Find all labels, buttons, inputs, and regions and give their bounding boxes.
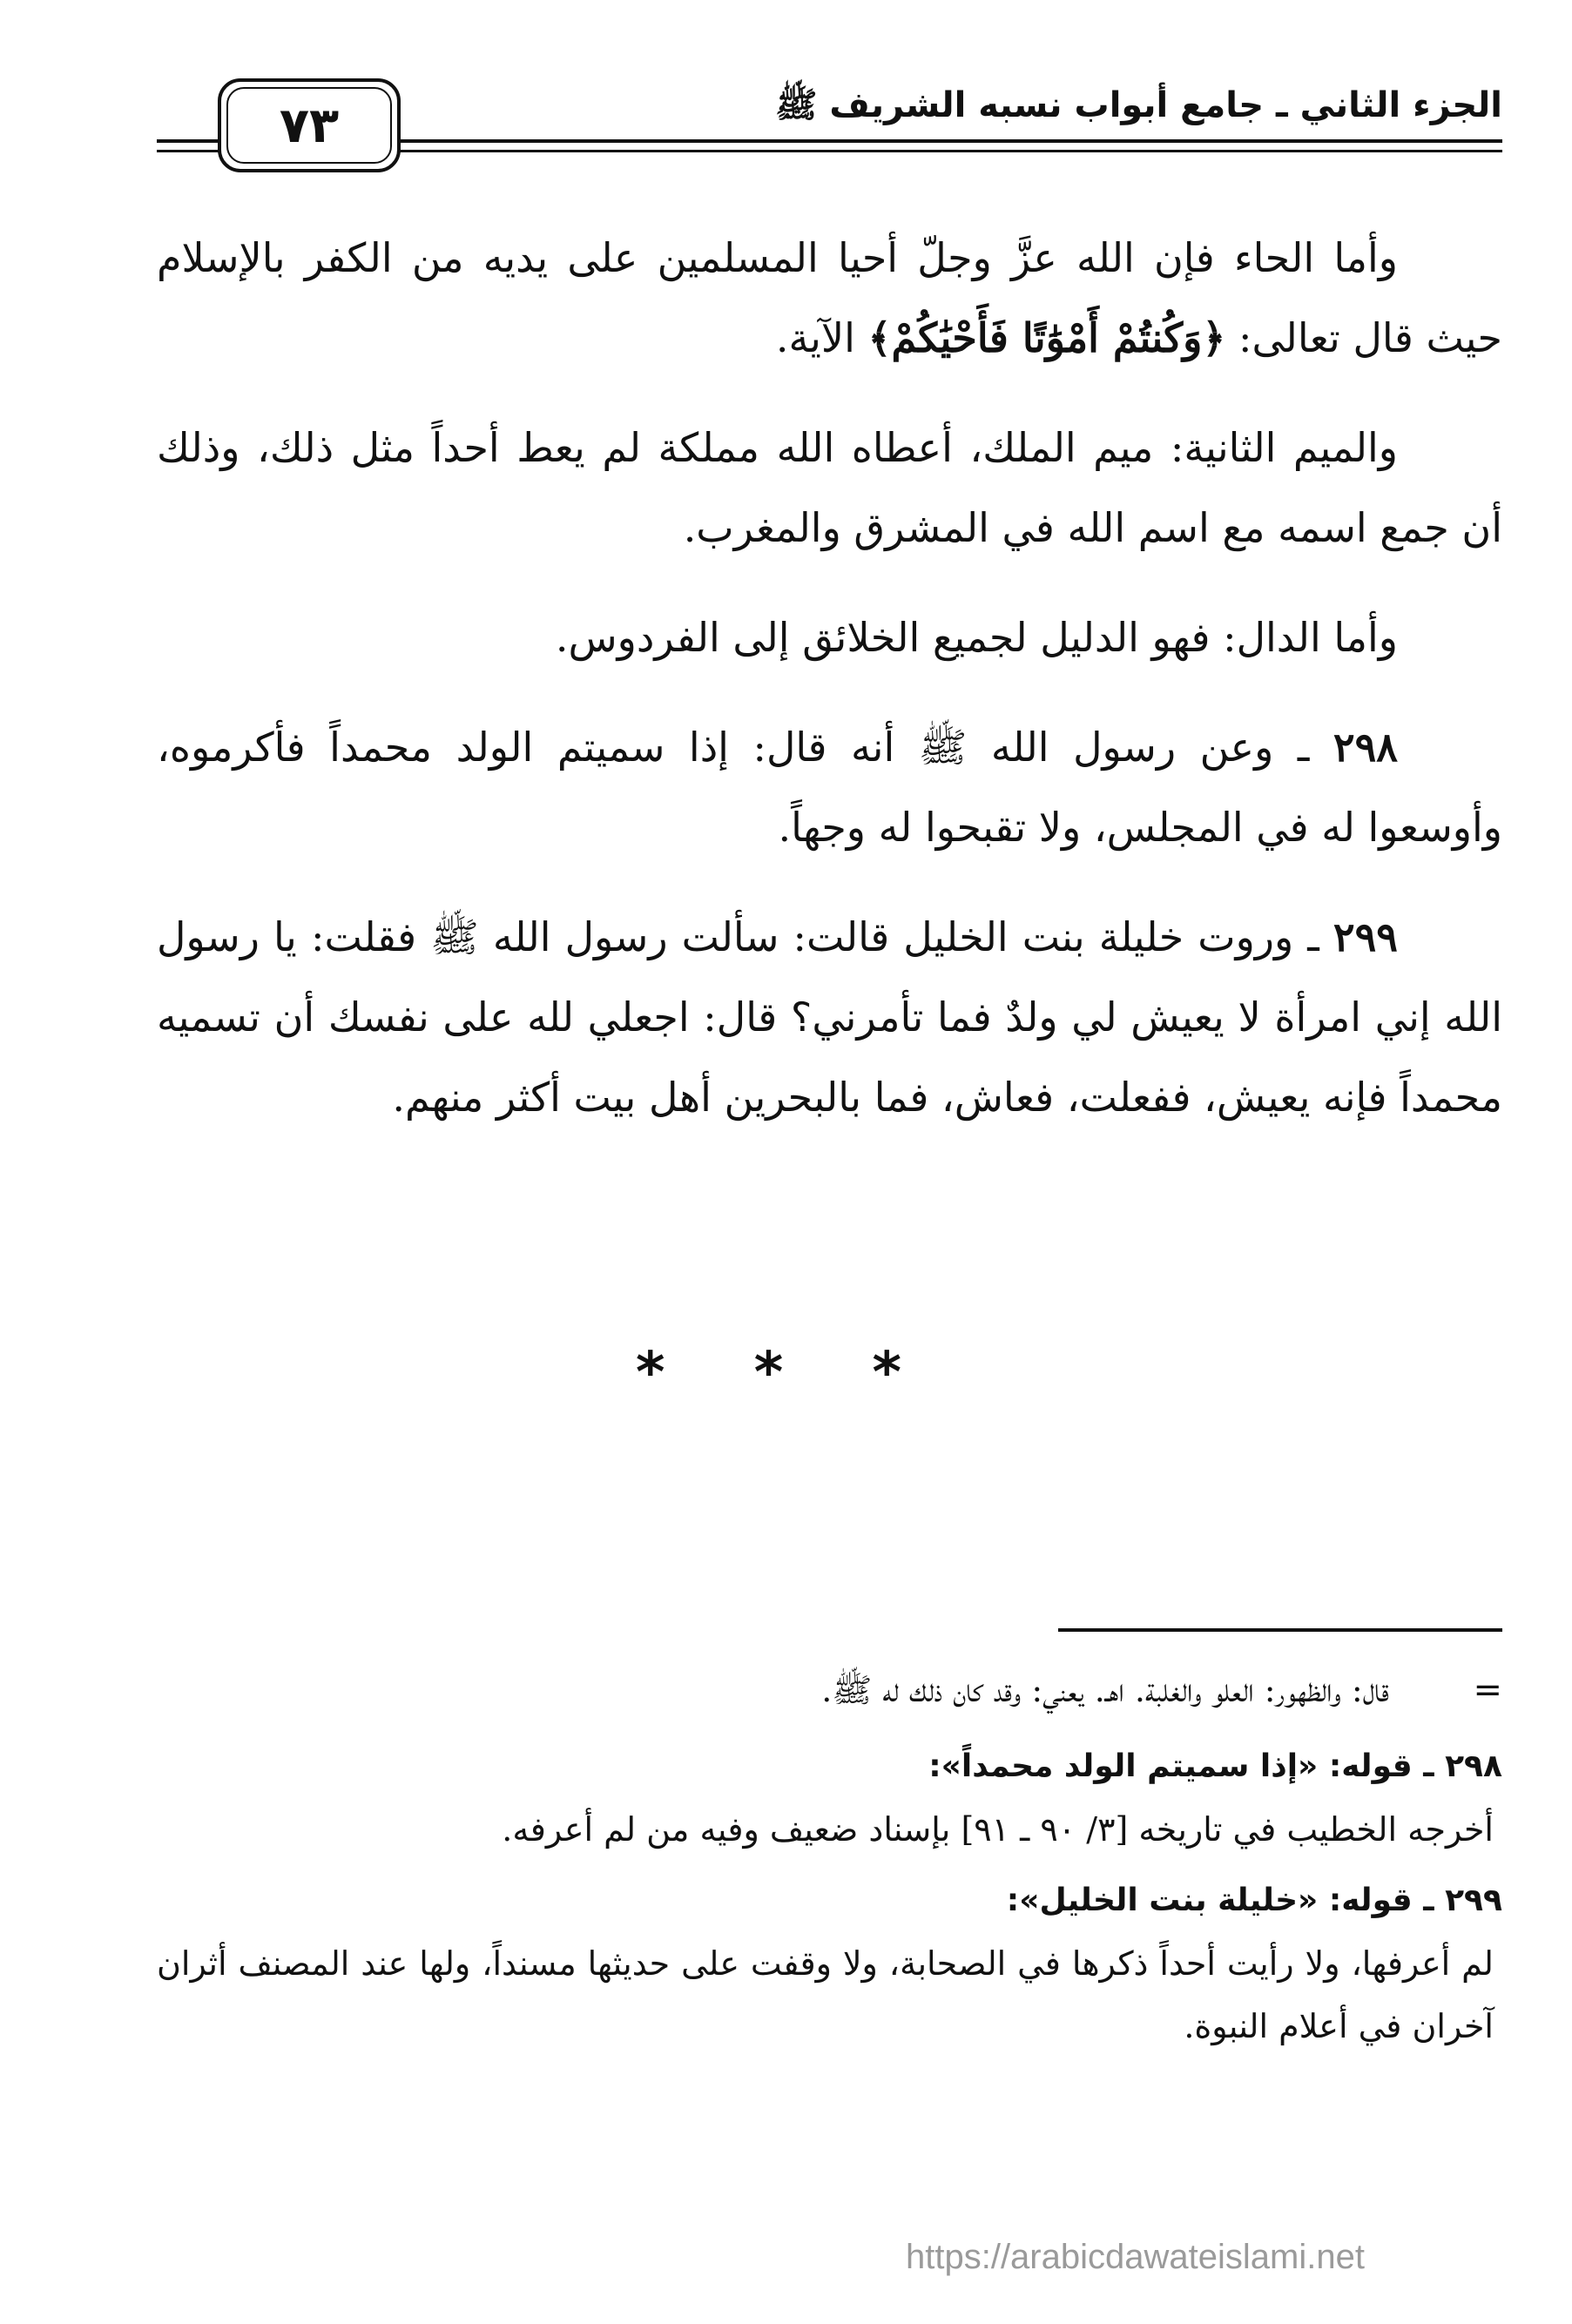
hadith-text: ـ وعن رسول الله ﷺ أنه قال: إذا سميتم الولد محمداً فأكرموه، وأوسعوا له في المجلس، ولا تقبحوا له وجهاً. [157, 724, 1502, 851]
footnote-heading: ٢٩٨ ـ قوله: «إذا سميتم الولد محمداً»: [928, 1748, 1502, 1784]
paragraph-tail: الآية. [775, 314, 868, 361]
quran-quote: ﴿وَكُنتُمْ أَمْوَٰتًا فَأَحْيَٰكُمْ﴾ [867, 314, 1226, 361]
footnote-298 [157, 1735, 1502, 1861]
hadith-text: ـ وروت خليلة بنت الخليل قالت: سألت رسول الله ﷺ فقلت: يا رسول الله إني امرأة لا يعيش لي ولدٌ فما تأمرني؟ قال: اجعلي لله على نفسك أن تسميه محمداً فإنه يعيش، ففعلت، فعاش، فما بالبحرين أهل بيت أكثر منهم. [157, 913, 1502, 1121]
footnote-continuation [157, 1659, 1502, 1721]
paragraph-text: وأما الدال: فهو الدليل لجميع الخلائق إلى الفردوس. [555, 614, 1398, 661]
section-separator: * * * [636, 1341, 936, 1405]
hadith-number: ٢٩٨ [1332, 724, 1398, 771]
paragraph-ha [157, 218, 1502, 378]
hadith-number: ٢٩٩ [1332, 913, 1398, 960]
footnote-heading: ٢٩٩ ـ قوله: «خليلة بنت الخليل»: [1006, 1883, 1502, 1918]
running-title: الجزء الثاني ـ جامع أبواب نسبه الشريف ﷺ [775, 85, 1502, 125]
footnotes [157, 1659, 1502, 2058]
continuation-mark: = [1473, 1670, 1502, 1710]
paragraph-mim [157, 408, 1502, 568]
page-header [157, 77, 1502, 181]
footnote-body: لم أعرفها، ولا رأيت أحداً ذكرها في الصحابة، ولا وقفت على حديثها مسنداً، ولها عند المصنف أثران آخران في أعلام النبوة. [157, 1944, 1494, 2045]
page-number-frame [218, 78, 401, 172]
page-number: ٧٣ [279, 97, 340, 154]
main-text [157, 218, 1502, 1167]
footnote-299 [157, 1869, 1502, 2058]
watermark-url: https://arabicdawateislami.net [906, 2238, 1365, 2276]
hadith-299 [157, 897, 1502, 1137]
paragraph-dal [157, 597, 1502, 677]
footnote-divider [1058, 1628, 1502, 1632]
paragraph-text: والميم الثانية: ميم الملك، أعطاه الله مملكة لم يعط أحداً مثل ذلك، وذلك أن جمع اسمه مع اسم الله في المشرق والمغرب. [157, 424, 1502, 551]
continuation-text: قال: والظهور: العلو والغلبة. اهـ. يعني: وقد كان ذلك له ﷺ. [821, 1671, 1389, 1709]
footnote-body: أخرجه الخطيب في تاريخه [٣/ ٩٠ ـ ٩١] بإسناد ضعيف وفيه من لم أعرفه. [502, 1810, 1494, 1849]
paragraph-text: وأما الحاء فإن الله عزَّ وجلّ أحيا المسلمين على يديه من الكفر بالإسلام حيث قال تعالى: [157, 234, 1502, 361]
hadith-298 [157, 707, 1502, 867]
